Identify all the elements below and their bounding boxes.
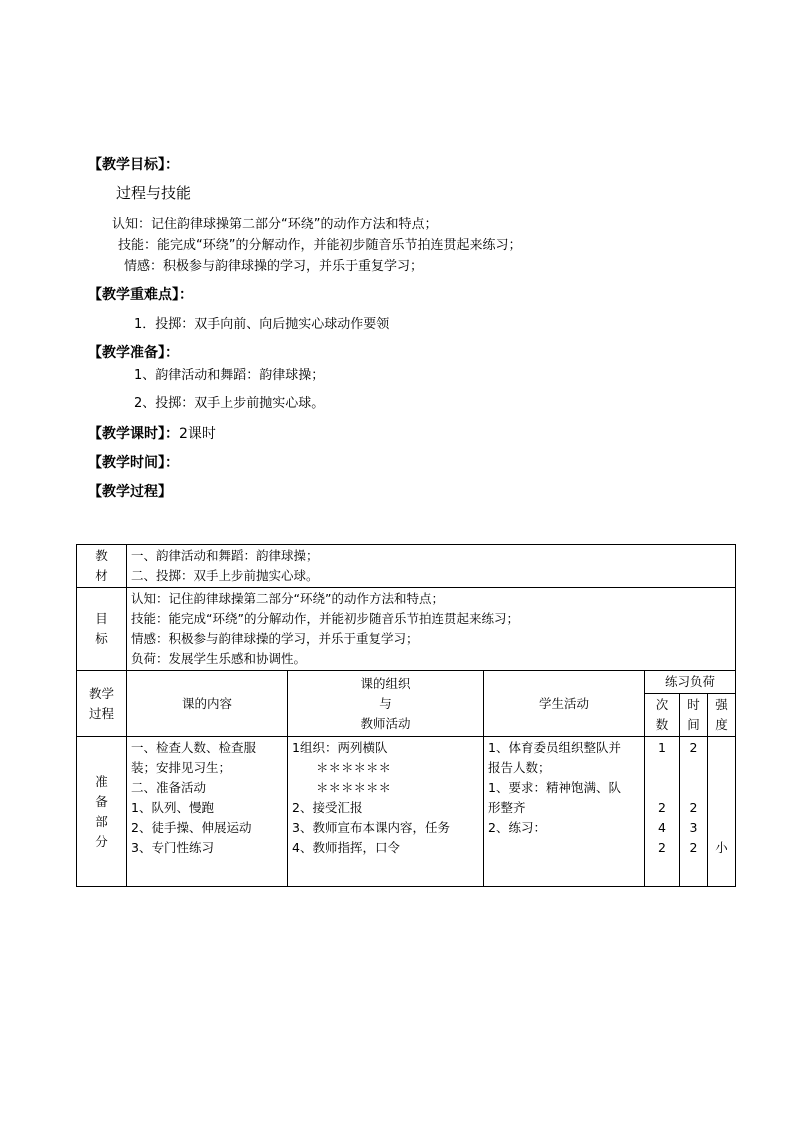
hours-row	[88, 425, 216, 443]
content-cell	[127, 737, 288, 887]
hours-value: 2课时	[179, 426, 216, 442]
prep-section-row	[77, 737, 736, 887]
intensity-cell	[708, 737, 736, 887]
col-student: 学生活动	[484, 671, 645, 737]
col-content: 课的内容	[127, 671, 288, 737]
count-value: 1	[658, 740, 666, 755]
time-spacer	[680, 778, 707, 798]
org-line: 4、教师指挥，口令	[292, 840, 400, 855]
count-value: 2	[658, 840, 666, 855]
content-line: 1、队列、慢跑	[131, 800, 214, 815]
goal-row	[77, 588, 736, 671]
student-line: 1、体育委员组织整队并	[488, 740, 621, 755]
hours-heading: 【教学课时】：	[88, 426, 179, 442]
lesson-plan-table	[76, 544, 736, 887]
material-label: 教 材	[77, 545, 127, 588]
objective-line: 情感：积极参与韵律球操的学习，并乐于重复学习；	[124, 259, 424, 274]
content-line: 2、徒手操、伸展运动	[131, 820, 252, 835]
content-line: 3、专门性练习	[131, 840, 214, 855]
student-line: 1、要求：精神饱满、队	[488, 780, 621, 795]
prep-line: 1、韵律活动和舞蹈：韵律球操；	[134, 368, 325, 383]
col-process: 教学 过程	[77, 671, 127, 737]
section-label: 准 备 部 分	[77, 737, 127, 887]
time-cell	[680, 737, 708, 887]
col-org: 课的组织 与 教师活动	[288, 671, 484, 737]
student-cell	[484, 737, 645, 887]
content-line: 装；安排见习生；	[131, 760, 232, 775]
count-cell	[645, 737, 680, 887]
intensity-value: 小	[715, 840, 728, 855]
time-spacer	[680, 758, 707, 778]
intensity-spacer	[708, 738, 735, 838]
col-count: 次 数	[645, 694, 680, 737]
header-row	[77, 671, 736, 694]
student-line: 2、练习：	[488, 820, 546, 835]
material-line: 一、韵律活动和舞蹈：韵律球操；	[131, 548, 319, 563]
time-value: 2	[689, 740, 698, 755]
difficulty-heading: 【教学重难点】：	[88, 287, 193, 303]
time-heading: 【教学时间】：	[88, 455, 179, 471]
org-cell	[288, 737, 484, 887]
goal-line: 情感：积极参与韵律球操的学习，并乐于重复学习；	[131, 631, 419, 646]
material-content	[127, 545, 736, 588]
count-value: 2	[658, 800, 666, 815]
goal-line: 技能：能完成“环绕”的分解动作，并能初步随音乐节拍连贯起来练习；	[131, 611, 519, 626]
student-line: 形整齐	[488, 800, 526, 815]
col-intensity: 强 度	[708, 694, 736, 737]
content-line: 二、准备活动	[131, 780, 207, 795]
org-line: 3、教师宣布本课内容，任务	[292, 820, 450, 835]
time-value: 2	[689, 800, 698, 815]
col-load: 练习负荷	[645, 671, 736, 694]
time-value: 2	[689, 840, 698, 855]
difficulty-line: 1．投掷：双手向前、向后抛实心球动作要领	[134, 317, 390, 332]
formation-line: ＊＊＊＊＊＊	[316, 760, 392, 775]
goal-line: 负荷：发展学生乐感和协调性。	[131, 651, 307, 666]
count-value: 4	[658, 820, 666, 835]
objective-subheading: 过程与技能	[116, 184, 192, 202]
student-line: 报告人数；	[488, 760, 551, 775]
objective-line: 技能：能完成“环绕”的分解动作，并能初步随音乐节拍连贯起来练习；	[118, 238, 522, 253]
formation-line: ＊＊＊＊＊＊	[316, 780, 392, 795]
col-time: 时 间	[680, 694, 708, 737]
prep-heading: 【教学准备】：	[88, 345, 179, 361]
material-row	[77, 545, 736, 588]
prep-line: 2、投掷：双手上步前抛实心球。	[134, 396, 325, 411]
goal-line: 认知：记住韵律球操第二部分“环绕”的动作方法和特点；	[131, 591, 444, 606]
objective-heading: 【教学目标】：	[88, 157, 179, 173]
content-line: 一、检查人数、检查服	[131, 740, 257, 755]
process-heading: 【教学过程】	[88, 484, 172, 500]
goal-content	[127, 588, 736, 671]
org-line: 1组织：两列横队	[292, 740, 388, 755]
count-spacer	[645, 758, 679, 778]
org-line: 2、接受汇报	[292, 800, 363, 815]
objective-line: 认知：记住韵律球操第二部分“环绕”的动作方法和特点；	[112, 217, 438, 232]
goal-label: 目 标	[77, 588, 127, 671]
material-line: 二、投掷：双手上步前抛实心球。	[131, 568, 319, 583]
time-value: 3	[689, 820, 698, 835]
count-spacer	[645, 778, 679, 798]
